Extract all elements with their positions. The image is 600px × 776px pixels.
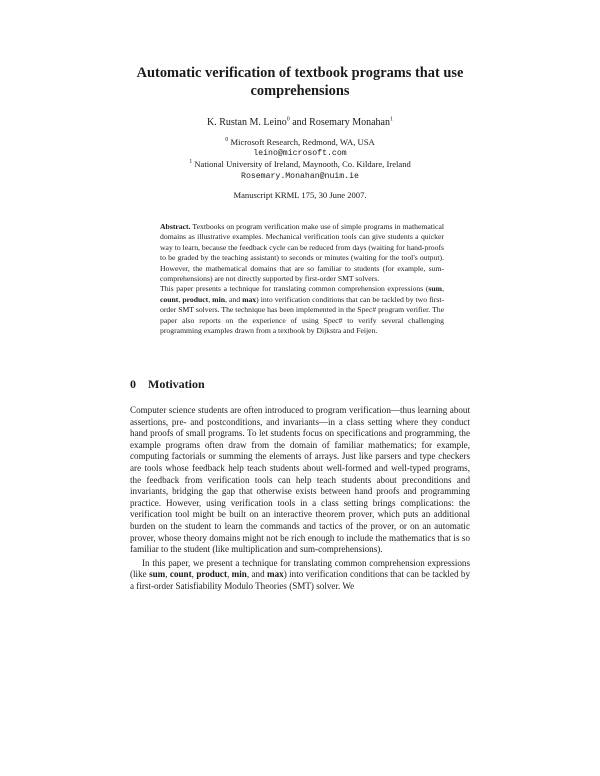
body-fn-min: min (231, 569, 247, 580)
body-text-2b: ) into verification conditions that can be tackled by a first-order Satisfiability Modulo Theories (SMT) solver. We (130, 569, 471, 591)
abstract-paragraph-1 (160, 222, 444, 284)
abstract-text-1: Textbooks on program verification make use of simple programs in mathematical domains as illustrative examples. Mechanical verification tools can give students a quicker way to learn, because the feedback cycle can be reduced from days (waiting for hand-proofs to be graded by the teaching assistant) to seconds or minutes (waiting for the tool's output). However, the mathematical domains that are so familiar to students (for example, sum-comprehensions) are not directly supported by first-order SMT solvers. (160, 222, 444, 284)
section-number: 0 (130, 377, 136, 391)
abstract-text-2a: This paper presents a technique for translating common comprehension expressions ( (160, 284, 429, 294)
body-and: and (251, 569, 265, 580)
abstract (160, 222, 444, 336)
affiliation-1-name: Microsoft Research, Redmond, WA, USA (230, 137, 375, 147)
abstract-label: Abstract. (160, 222, 191, 231)
author-line (100, 117, 500, 129)
abstract-fn-sum: sum (428, 284, 443, 294)
author-1-mark: 0 (286, 116, 290, 123)
abstract-fn-product: product (182, 294, 209, 304)
abstract-text-2b: ) into verification conditions that can be tackled by two first-order SMT solvers. The technique has been implemented in the Spec# program verifier. The paper also reports on the experience of using Spec# to verify several challenging programming examples drawn from a textbook by Dijkstra and Feijen. (160, 294, 445, 336)
affiliations (120, 137, 480, 201)
abstract-paragraph-2: This paper presents a technique for translating common comprehension expressions (sum, count, product, min, and max) into verification conditions that can be tackled by two first-order SMT solvers. The technique has been implemented in the Spec# program verifier. The paper also reports on the experience of using Spec# to verify several challenging programming examples drawn from a textbook by Dijkstra and Feijen. (160, 284, 445, 336)
body-fn-sum: sum (149, 569, 166, 580)
abstract-fn-min: min (212, 294, 225, 304)
manuscript-note: Manuscript KRML 175, 30 June 2007. (233, 189, 367, 200)
body-text (130, 405, 470, 593)
body-fn-max: max (267, 569, 284, 580)
paper-title: Automatic verification of textbook programs that use comprehensions (136, 65, 464, 99)
affiliation-1 (120, 137, 480, 148)
affiliation-2 (120, 159, 480, 170)
author-2-mark: 1 (390, 116, 393, 123)
body-fn-product: product (196, 569, 227, 580)
body-text-2a: In this paper, we present a technique for translating common comprehension expressions (like (130, 557, 470, 580)
author-1: K. Rustan M. Leino (207, 117, 287, 128)
abstract-fn-count: count (160, 294, 179, 304)
affiliation-2-name: National University of Ireland, Maynooth, Co. Kildare, Ireland (194, 159, 411, 170)
author-2: Rosemary Monahan (309, 117, 390, 128)
abstract-fn-max: max (242, 294, 257, 304)
abstract-and: and (228, 294, 241, 304)
body-paragraph-1: Computer science students are often introduced to program verification—thus learning about assertions, pre- and postconditions, and invariants—in a class setting where they conduct hand proofs of small programs. To let students focus on specifications and programming, the example programs often draw from the domain of familiar mathematics; for example, computing factorials or summing the elements of arrays. Just like parsers and type checkers are tools whose feedback help teach students about well-formed and well-typed programs, the feedback from verification tools can help teach students about preconditions and invariants, bridging the gap that otherwise exists between hand proofs and programming practice. However, using verification tools in a class setting brings complications: the verification tool might be built on an interactive theorem prover, which puts an additional burden on the student to learn the commands and tactics of the prover, or on an automatic prover, whose theory domains might not be rich enough to include the mathematics that is so familiar to the student (like multiplication and sum-comprehensions). (130, 405, 470, 555)
body-paragraph-2: In this paper, we present a technique for translating common comprehension expressions (like sum, count, product, min, and max) into verification conditions that can be tackled by a first-order Satisfiability Modulo Theories (SMT) solver. We (130, 557, 471, 591)
section-title: Motivation (148, 377, 205, 391)
section-heading (130, 377, 205, 391)
author-connector: and (292, 117, 307, 128)
body-fn-count: count (169, 569, 192, 580)
affiliation-1-mark: 0 (225, 137, 229, 144)
affiliation-2-email: Rosemary.Monahan@nuim.ie (241, 171, 359, 181)
affiliation-2-mark: 1 (189, 159, 193, 166)
affiliation-1-email: leino@microsoft.com (253, 149, 347, 159)
